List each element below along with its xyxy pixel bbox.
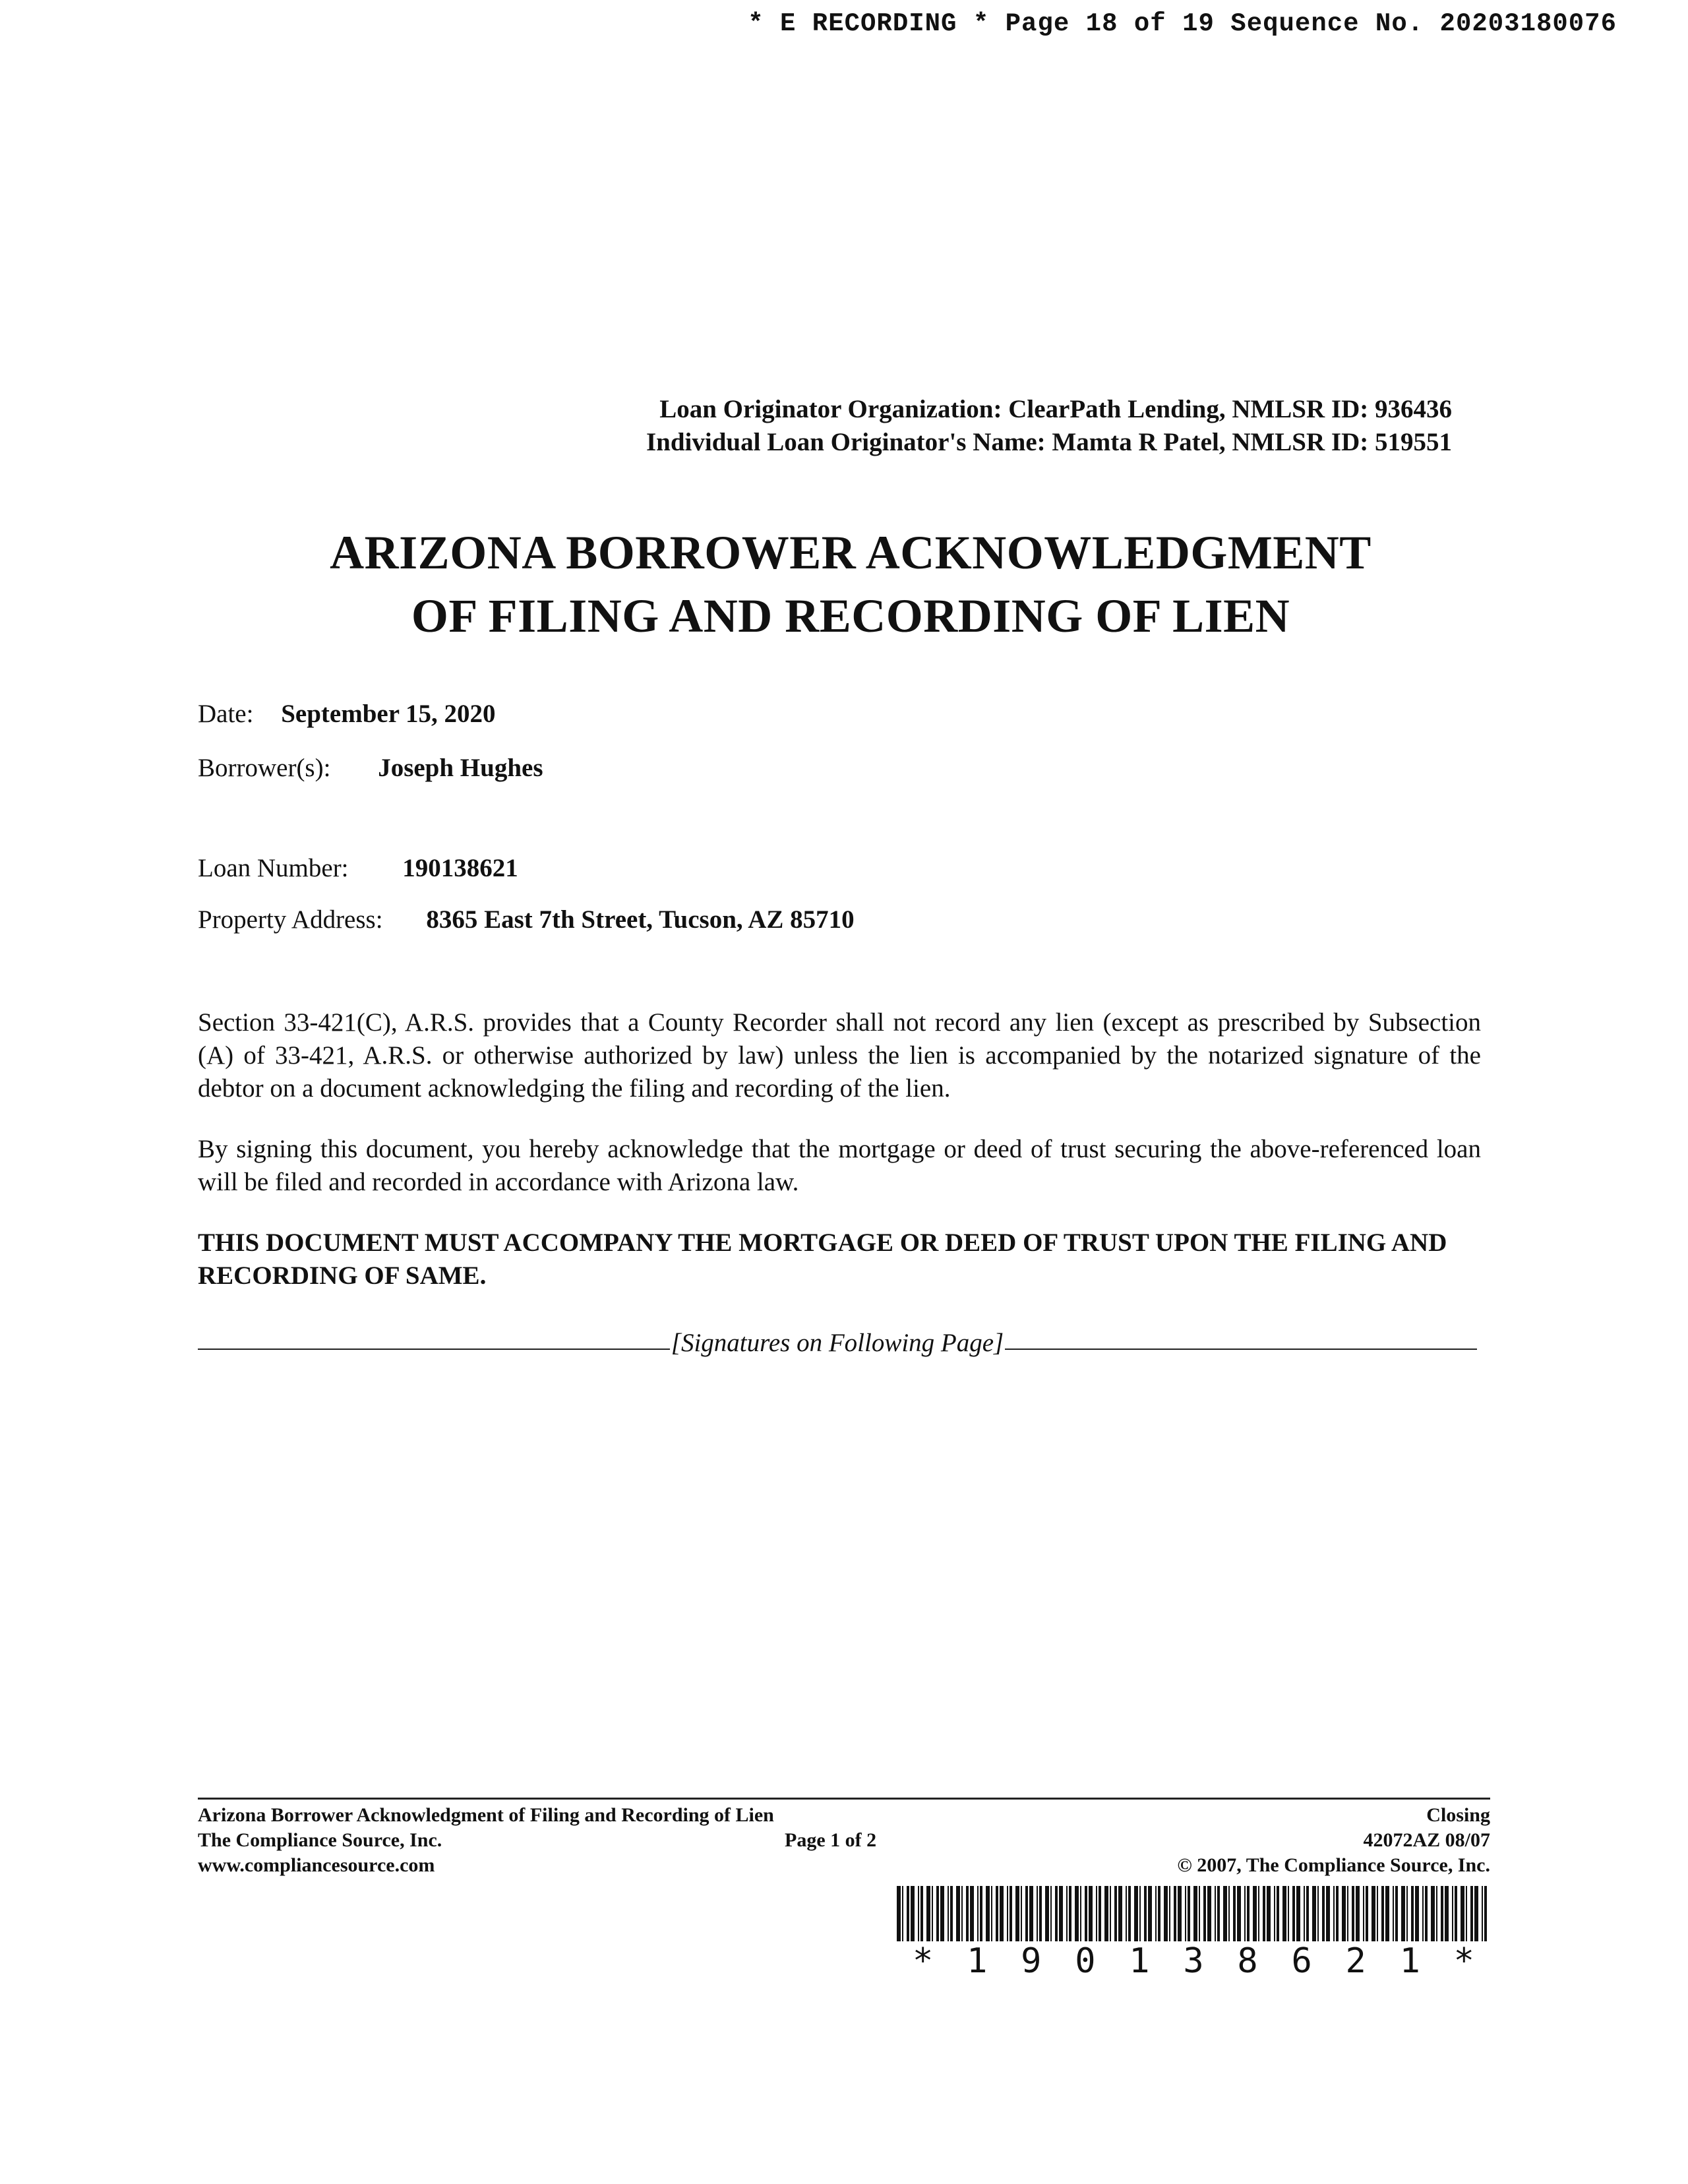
statute-paragraph: Section 33-421(C), A.R.S. provides that a County Recorder shall not record any lien (except as prescribed by Subsection (A) of 33-421, A.R.S. or otherwise authorized by law) unless the lien is accompanied by the notarized signature of the debtor on a document acknowledging the filing and recording of the lien. bbox=[198, 1008, 1481, 1103]
barcode-bar bbox=[1263, 1886, 1265, 1941]
barcode-bar bbox=[1233, 1886, 1236, 1941]
barcode-bar bbox=[1114, 1886, 1117, 1941]
barcode-bar bbox=[1267, 1886, 1271, 1941]
date-value: September 15, 2020 bbox=[281, 700, 496, 728]
barcode-bar bbox=[1215, 1886, 1216, 1941]
barcode-bar bbox=[940, 1886, 944, 1941]
barcode-bar bbox=[1207, 1886, 1211, 1941]
barcode-bar bbox=[1482, 1886, 1483, 1941]
filing-notice: THIS DOCUMENT MUST ACCOMPANY THE MORTGAGE OR DEED OF TRUST UPON THE FILING AND RECORDING OF SAME. bbox=[198, 1228, 1447, 1290]
barcode-bar bbox=[1104, 1886, 1108, 1941]
barcode-bar bbox=[1096, 1886, 1097, 1941]
barcode-bar bbox=[1144, 1886, 1147, 1941]
barcode-bar bbox=[1007, 1886, 1008, 1941]
divider-rule-right bbox=[1005, 1349, 1477, 1350]
footer-category: Closing bbox=[1426, 1804, 1490, 1826]
barcode-char: 3 bbox=[1183, 1941, 1204, 1981]
barcode-bar bbox=[1352, 1886, 1354, 1941]
barcode-bar bbox=[948, 1886, 949, 1941]
barcode-bar bbox=[1393, 1886, 1394, 1941]
acknowledgment-paragraph: By signing this document, you hereby acknowledge that the mortgage or deed of trust securing the above-referenced loan will be filed and recorded in accordance with Arizona law. bbox=[198, 1135, 1481, 1196]
barcode-bar bbox=[1080, 1886, 1081, 1941]
barcode-bar bbox=[1075, 1886, 1079, 1941]
footer-left bbox=[198, 1803, 774, 1878]
barcode-bar bbox=[1381, 1886, 1384, 1941]
barcode-bar bbox=[1085, 1886, 1087, 1941]
barcode-bar bbox=[1066, 1886, 1068, 1941]
barcode-bar bbox=[991, 1886, 992, 1941]
date-label: Date: bbox=[198, 700, 254, 728]
barcode-bar bbox=[1425, 1886, 1428, 1941]
barcode-bar bbox=[1055, 1886, 1058, 1941]
barcode-bar bbox=[1484, 1886, 1487, 1941]
barcode-bar bbox=[1445, 1886, 1449, 1941]
barcode-bar bbox=[1322, 1886, 1325, 1941]
barcode-text bbox=[897, 1941, 1490, 1981]
barcode-bar bbox=[1385, 1886, 1389, 1941]
barcode-bar bbox=[1025, 1886, 1028, 1941]
barcode-bar bbox=[956, 1886, 960, 1941]
barcode-bar bbox=[1455, 1886, 1457, 1941]
barcode-bar bbox=[1128, 1886, 1131, 1941]
barcode-bar bbox=[1237, 1886, 1241, 1941]
barcode-bar bbox=[1372, 1886, 1375, 1941]
barcode-bar bbox=[986, 1886, 990, 1941]
barcode-bar bbox=[1395, 1886, 1398, 1941]
barcode-bar bbox=[1228, 1886, 1230, 1941]
barcode-bar bbox=[1029, 1886, 1033, 1941]
barcode-bar bbox=[1155, 1886, 1157, 1941]
barcode-bar bbox=[1292, 1886, 1295, 1941]
barcode-bar bbox=[1118, 1886, 1122, 1941]
barcode-bar bbox=[1422, 1886, 1424, 1941]
barcode-bar bbox=[1406, 1886, 1408, 1941]
barcode-bar bbox=[966, 1886, 969, 1941]
barcode-char: 1 bbox=[1129, 1941, 1150, 1981]
barcode-char: * bbox=[1453, 1941, 1474, 1981]
barcode-bar bbox=[1174, 1886, 1176, 1941]
barcode-bar bbox=[1274, 1886, 1275, 1941]
barcode-bar bbox=[1347, 1886, 1348, 1941]
barcode-bar bbox=[1401, 1886, 1405, 1941]
barcode-bar bbox=[1148, 1886, 1152, 1941]
barcode-char: * bbox=[913, 1941, 934, 1981]
individual-originator: Individual Loan Originator's Name: Mamta R Patel, NMLSR ID: 519551 bbox=[646, 428, 1452, 456]
barcode-bar bbox=[1312, 1886, 1316, 1941]
barcode-bar bbox=[1185, 1886, 1186, 1941]
barcode-bar bbox=[1441, 1886, 1443, 1941]
barcode-bar bbox=[1244, 1886, 1246, 1941]
barcode-bar bbox=[1099, 1886, 1101, 1941]
barcode-bar bbox=[1415, 1886, 1419, 1941]
barcode-bar bbox=[1178, 1886, 1182, 1941]
barcode-char: 9 bbox=[1021, 1941, 1042, 1981]
barcode-bar bbox=[1169, 1886, 1170, 1941]
barcode-image bbox=[897, 1886, 1490, 1941]
barcode-bar bbox=[1333, 1886, 1335, 1941]
barcode-bar bbox=[1304, 1886, 1305, 1941]
property-address-label: Property Address: bbox=[198, 905, 383, 934]
barcode-bar bbox=[1139, 1886, 1141, 1941]
title-line-2: OF FILING AND RECORDING OF LIEN bbox=[411, 590, 1290, 642]
loan-number-label: Loan Number: bbox=[198, 854, 349, 882]
barcode-bar bbox=[902, 1886, 903, 1941]
borrower-label: Borrower(s): bbox=[198, 754, 331, 782]
barcode-bar bbox=[1069, 1886, 1071, 1941]
barcode-bar bbox=[950, 1886, 953, 1941]
barcode-bar bbox=[926, 1886, 930, 1941]
date-row bbox=[198, 699, 496, 729]
barcode-bar bbox=[1342, 1886, 1346, 1941]
barcode-bar bbox=[1110, 1886, 1111, 1941]
loan-number-value: 190138621 bbox=[402, 854, 518, 882]
footer-page-number: Page 1 of 2 bbox=[785, 1829, 877, 1851]
barcode-bar bbox=[980, 1886, 982, 1941]
loan-number-row bbox=[198, 853, 518, 883]
footer-form-title: Arizona Borrower Acknowledgment of Filing and Recording of Lien bbox=[198, 1804, 774, 1826]
barcode-bar bbox=[1021, 1886, 1022, 1941]
barcode-bar bbox=[1466, 1886, 1467, 1941]
recording-header: * E RECORDING * Page 18 of 19 Sequence No. 20203180076 bbox=[748, 9, 1617, 38]
barcode-bar bbox=[1059, 1886, 1063, 1941]
barcode-bar bbox=[1253, 1886, 1257, 1941]
barcode-bar bbox=[1089, 1886, 1093, 1941]
barcode-bar bbox=[936, 1886, 939, 1941]
barcode-bar bbox=[1363, 1886, 1364, 1941]
barcode-bar bbox=[1193, 1886, 1197, 1941]
barcode-bar bbox=[1366, 1886, 1368, 1941]
barcode-bar bbox=[1000, 1886, 1004, 1941]
barcode-bar bbox=[1436, 1886, 1437, 1941]
barcode-bar bbox=[1199, 1886, 1200, 1941]
barcode-bar bbox=[918, 1886, 919, 1941]
barcode-char: 1 bbox=[967, 1941, 988, 1981]
barcode-bar bbox=[1258, 1886, 1259, 1941]
barcode-bar bbox=[1039, 1886, 1042, 1941]
barcode-bar bbox=[1377, 1886, 1378, 1941]
barcode-bar bbox=[1050, 1886, 1052, 1941]
barcode-bar bbox=[1296, 1886, 1300, 1941]
barcode-char: 8 bbox=[1237, 1941, 1258, 1981]
barcode-bar bbox=[1277, 1886, 1279, 1941]
barcode-bar bbox=[1356, 1886, 1360, 1941]
barcode-bar bbox=[1158, 1886, 1160, 1941]
barcode-bar bbox=[1411, 1886, 1414, 1941]
barcode-bar bbox=[1010, 1886, 1012, 1941]
footer-publisher: The Compliance Source, Inc. bbox=[198, 1829, 442, 1851]
signature-divider bbox=[198, 1328, 1477, 1358]
divider-rule-left bbox=[198, 1349, 670, 1350]
barcode-bar bbox=[1470, 1886, 1473, 1941]
barcode-bar bbox=[1045, 1886, 1049, 1941]
barcode-char: 6 bbox=[1291, 1941, 1312, 1981]
barcode-bar bbox=[911, 1886, 915, 1941]
barcode-bar bbox=[1134, 1886, 1138, 1941]
barcode-bar bbox=[1217, 1886, 1220, 1941]
barcode-bar bbox=[1336, 1886, 1339, 1941]
barcode-char: 0 bbox=[1075, 1941, 1096, 1981]
barcode-bar bbox=[1317, 1886, 1319, 1941]
barcode-bar bbox=[961, 1886, 963, 1941]
footer-right bbox=[1177, 1803, 1490, 1878]
signature-note: [Signatures on Following Page] bbox=[671, 1329, 1004, 1357]
barcode-bar bbox=[1188, 1886, 1190, 1941]
barcode-bar bbox=[1461, 1886, 1464, 1941]
barcode-bar bbox=[1126, 1886, 1127, 1941]
barcode-bar bbox=[970, 1886, 974, 1941]
barcode-bar bbox=[1452, 1886, 1453, 1941]
barcode-bar bbox=[1164, 1886, 1168, 1941]
property-address-value: 8365 East 7th Street, Tucson, AZ 85710 bbox=[426, 905, 855, 934]
footer-copyright: © 2007, The Compliance Source, Inc. bbox=[1177, 1854, 1490, 1876]
barcode-bar bbox=[1282, 1886, 1286, 1941]
barcode-char: 1 bbox=[1399, 1941, 1420, 1981]
title-line-1: ARIZONA BORROWER ACKNOWLEDGMENT bbox=[330, 526, 1372, 579]
barcode-bar bbox=[1015, 1886, 1019, 1941]
barcode-bar bbox=[1431, 1886, 1435, 1941]
barcode-char: 2 bbox=[1345, 1941, 1366, 1981]
barcode-bar bbox=[1326, 1886, 1330, 1941]
barcode-bar bbox=[1474, 1886, 1478, 1941]
barcode-bar bbox=[996, 1886, 998, 1941]
originator-organization: Loan Originator Organization: ClearPath Lending, NMLSR ID: 936436 bbox=[659, 395, 1452, 423]
barcode-bar bbox=[920, 1886, 923, 1941]
barcode-bar bbox=[1037, 1886, 1038, 1941]
document-title bbox=[198, 521, 1503, 648]
barcode-bar bbox=[897, 1886, 901, 1941]
footer-website: www.compliancesource.com bbox=[198, 1854, 435, 1876]
barcode-bar bbox=[1247, 1886, 1250, 1941]
borrower-row bbox=[198, 753, 543, 783]
barcode-bar bbox=[1203, 1886, 1206, 1941]
barcode-bar bbox=[907, 1886, 909, 1941]
barcode-bar bbox=[1223, 1886, 1227, 1941]
barcode-bar bbox=[1288, 1886, 1289, 1941]
borrower-value: Joseph Hughes bbox=[378, 754, 543, 782]
barcode-bar bbox=[932, 1886, 933, 1941]
property-address-row bbox=[198, 905, 855, 934]
barcode-bar bbox=[1306, 1886, 1309, 1941]
footer-form-code: 42072AZ 08/07 bbox=[1363, 1829, 1490, 1851]
originator-block bbox=[646, 393, 1452, 459]
footer-rule bbox=[198, 1798, 1490, 1800]
barcode-bar bbox=[977, 1886, 979, 1941]
